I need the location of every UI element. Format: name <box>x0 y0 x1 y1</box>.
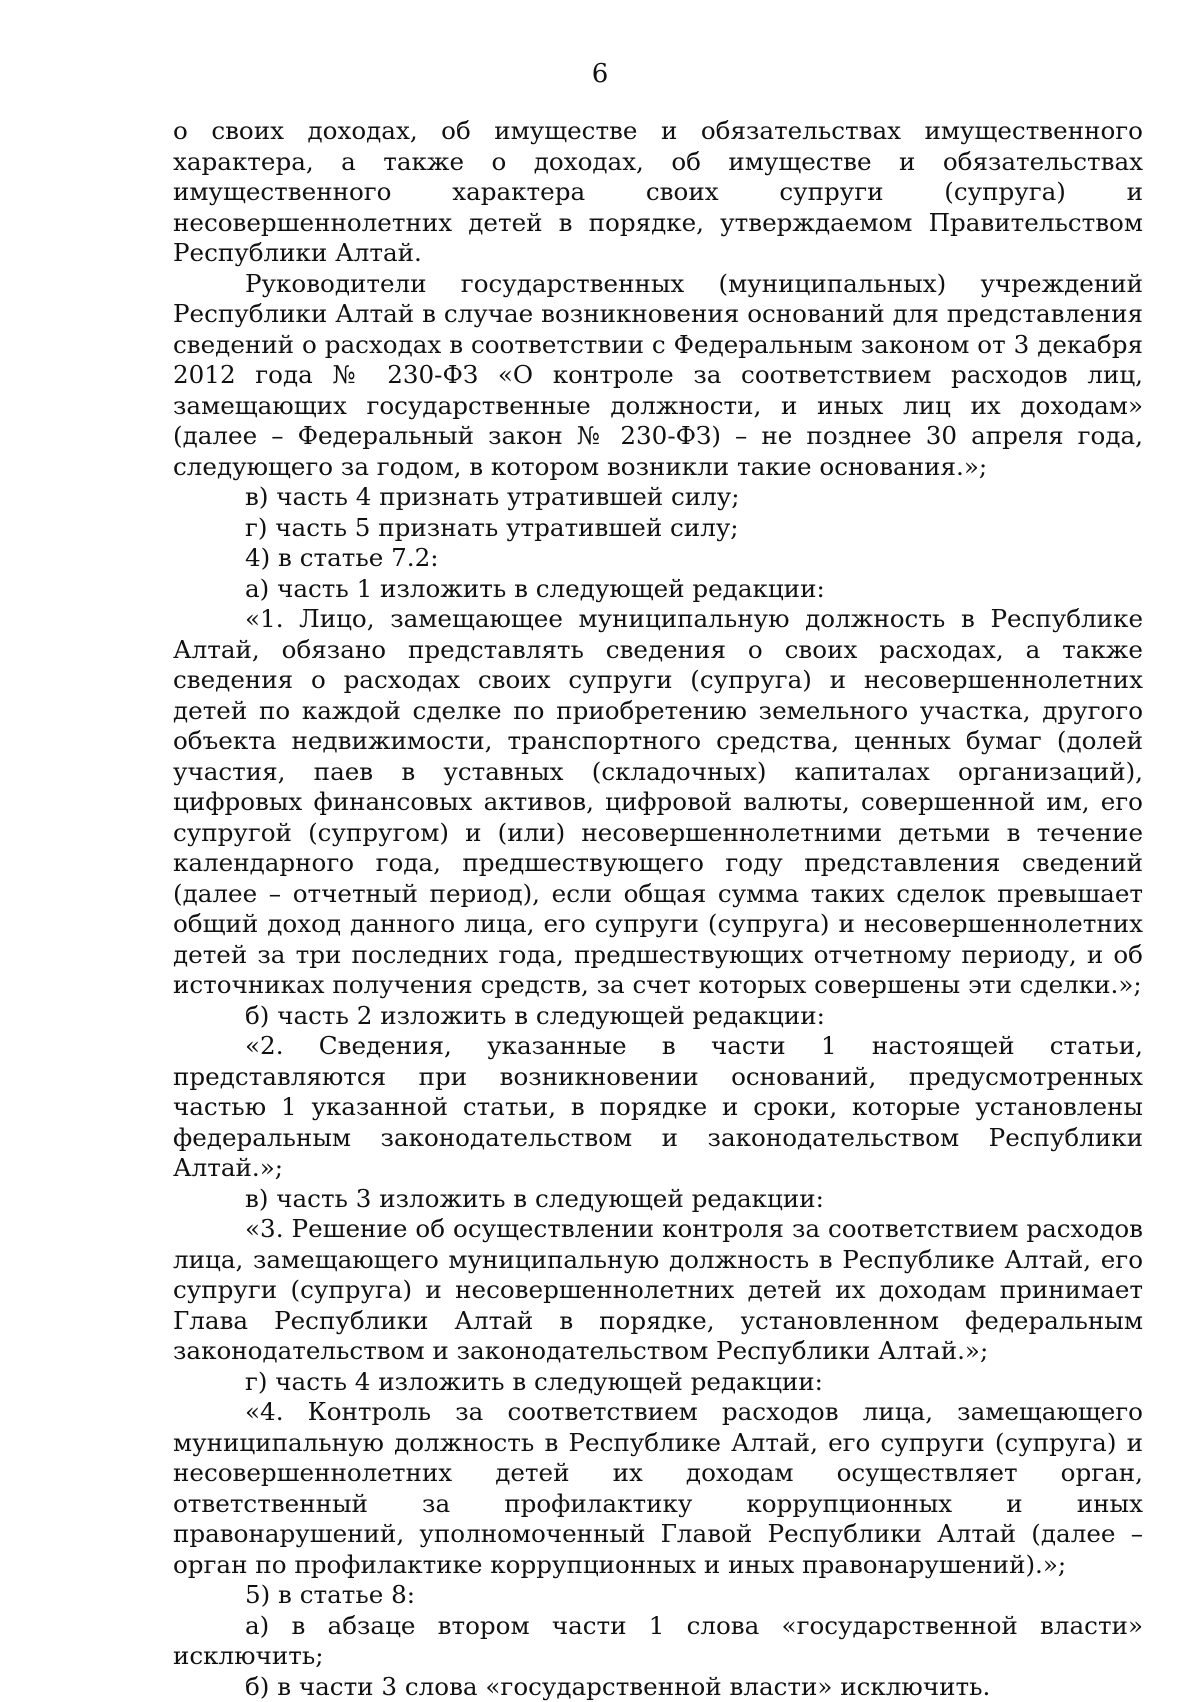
paragraph-item-v-part4: в) часть 4 признать утратившей силу; <box>173 482 1143 513</box>
paragraph-continuation: о своих доходах, об имуществе и обязательствах имущественного характера, а также о доходах, об имуществе и обязательствах имущественного характера своих супруги (супруга) и несовершеннолетних детей в порядке, утверждаемом Правительством Республики Алтай. <box>173 116 1143 269</box>
document-body <box>173 116 1143 1702</box>
paragraph-item-b-article8: б) в части 3 слова «государственной власти» исключить. <box>173 1672 1143 1702</box>
paragraph-item-a-part1: а) часть 1 изложить в следующей редакции: <box>173 574 1143 605</box>
paragraph-item-4-article-7-2: 4) в статье 7.2: <box>173 543 1143 574</box>
paragraph-item-a-article8: а) в абзаце втором части 1 слова «государственной власти» исключить; <box>173 1611 1143 1672</box>
paragraph-item-5-article-8: 5) в статье 8: <box>173 1580 1143 1611</box>
paragraph-item-b-part2: б) часть 2 изложить в следующей редакции: <box>173 1001 1143 1032</box>
paragraph-item-g-part5: г) часть 5 признать утратившей силу; <box>173 513 1143 544</box>
page-number: 6 <box>0 58 1200 90</box>
paragraph-new-part2-text: «2. Сведения, указанные в части 1 настоящей статьи, представляются при возникновении оснований, предусмотренных частью 1 указанной статьи, в порядке и сроки, которые установлены федеральным законодательством и законодательством Республики Алтай.»; <box>173 1031 1143 1184</box>
paragraph-new-part3-text: «3. Решение об осуществлении контроля за соответствием расходов лица, замещающего муниципальную должность в Республике Алтай, его супруги (супруга) и несовершеннолетних детей их доходам принимает Глава Республики Алтай в порядке, установленном федеральным законодательством и законодательством Республики Алтай.»; <box>173 1214 1143 1367</box>
paragraph-heads-of-institutions: Руководители государственных (муниципальных) учреждений Республики Алтай в случае возникновения оснований для представления сведений о расходах в соответствии с Федеральным законом от 3 декабря 2012 года № 230-ФЗ «О контроле за соответствием расходов лиц, замещающих государственные должности, и иных лиц их доходам» (далее – Федеральный закон № 230-ФЗ) – не позднее 30 апреля года, следующего за годом, в котором возникли такие основания.»; <box>173 269 1143 483</box>
paragraph-item-v-part3: в) часть 3 изложить в следующей редакции: <box>173 1184 1143 1215</box>
paragraph-item-g-part4: г) часть 4 изложить в следующей редакции: <box>173 1367 1143 1398</box>
paragraph-new-part1-text: «1. Лицо, замещающее муниципальную должность в Республике Алтай, обязано представлять сведения о своих расходах, а также сведения о расходах своих супруги (супруга) и несовершеннолетних детей по каждой сделке по приобретению земельного участка, другого объекта недвижимости, транспортного средства, ценных бумаг (долей участия, паев в уставных (складочных) капиталах организаций), цифровых финансовых активов, цифровой валюты, совершенной им, его супругой (супругом) и (или) несовершеннолетними детьми в течение календарного года, предшествующего году представления сведений (далее – отчетный период), если общая сумма таких сделок превышает общий доход данного лица, его супруги (супруга) и несовершеннолетних детей за три последних года, предшествующих отчетному периоду, и об источниках получения средств, за счет которых совершены эти сделки.»; <box>173 604 1143 1001</box>
paragraph-new-part4-text: «4. Контроль за соответствием расходов лица, замещающего муниципальную должность в Республике Алтай, его супруги (супруга) и несовершеннолетних детей их доходам осуществляет орган, ответственный за профилактику коррупционных и иных правонарушений, уполномоченный Главой Республики Алтай (далее – орган по профилактике коррупционных и иных правонарушений).»; <box>173 1397 1143 1580</box>
